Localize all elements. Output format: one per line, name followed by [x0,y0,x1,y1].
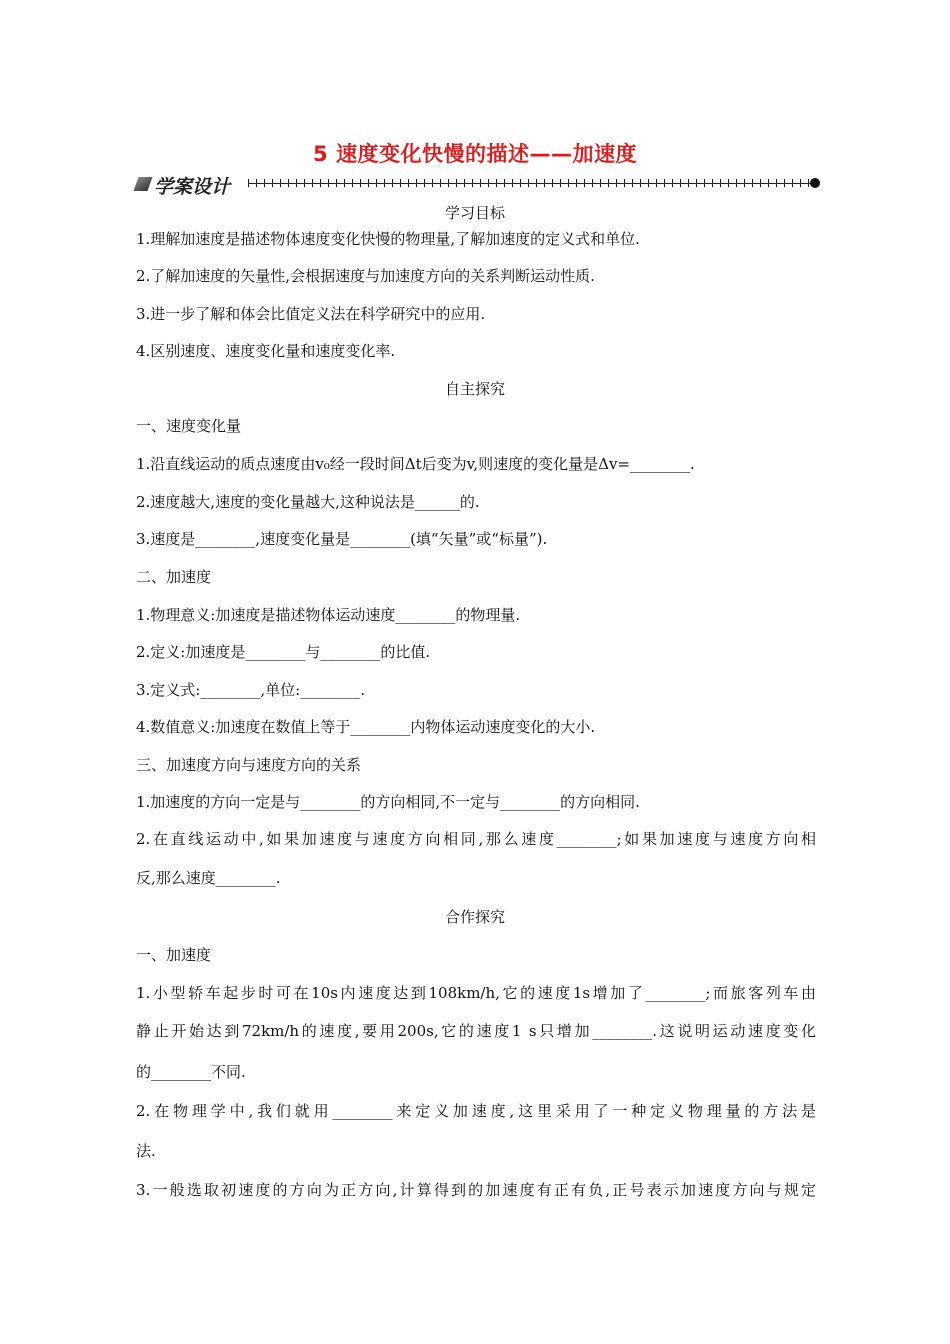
coop-item-1-line-2: 静止开始达到72km/h的速度,要用200s,它的速度1 s只增加________.这说明运动速度变化 [136,1022,816,1040]
acc-item-3: 3.定义式:________,单位:________. [136,681,365,699]
acc-item-1: 1.物理意义:加速度是描述物体运动速度________的物理量. [136,606,521,624]
coop-item-1-line-3: 的________不同. [136,1063,246,1081]
section-banner [136,170,820,198]
heading-self-study: 自主探究 [444,380,505,398]
goal-1: 1.理解加速度是描述物体速度变化快慢的物理量,了解加速度的定义式和单位. [136,230,640,248]
item-3: 3.速度是________,速度变化量是________(填“矢量”或“标量”). [136,530,548,548]
banner-label: 学案设计 [154,176,231,198]
section-velocity-change: 一、速度变化量 [136,417,242,435]
coop-item-2-line-2: 法. [136,1142,156,1160]
heading-cooperative-study: 合作探究 [444,908,505,926]
lesson-title: 5 速度变化快慢的描述——加速度 [313,142,637,166]
banner-end-dot-icon [810,178,820,188]
acc-item-4: 4.数值意义:加速度在数值上等于________内物体运动速度变化的大小. [136,718,596,736]
goal-4: 4.区别速度、速度变化量和速度变化率. [136,342,396,360]
goal-2: 2.了解加速度的矢量性,会根据速度与加速度方向的关系判断运动性质. [136,267,595,285]
dir-item-2-line-2: 反,那么速度________. [136,869,281,887]
coop-section-acceleration: 一、加速度 [136,946,212,964]
item-1: 1.沿直线运动的质点速度由v₀经一段时间Δt后变为v,则速度的变化量是Δv=________. [136,455,695,473]
coop-item-1-line-1: 1.小型轿车起步时可在10s内速度达到108km/h,它的速度1s增加了________;而旅客列车由 [136,984,816,1002]
coop-item-2-line-1: 2.在物理学中,我们就用________来定义加速度,这里采用了一种定义物理量的方法是 [136,1102,816,1120]
section-acceleration: 二、加速度 [136,568,212,586]
dir-item-2-line-1: 2.在直线运动中,如果加速度与速度方向相同,那么速度________;如果加速度与速度方向相 [136,830,816,848]
banner-rule-line [248,183,812,184]
banner-mark-icon [133,177,152,191]
item-2: 2.速度越大,速度的变化量越大,这种说法是______的. [136,493,480,511]
acc-item-2: 2.定义:加速度是________与________的比值. [136,643,431,661]
section-direction-relation: 三、加速度方向与速度方向的关系 [136,756,362,774]
goal-3: 3.进一步了解和体会比值定义法在科学研究中的应用. [136,305,486,323]
coop-item-3-line-1: 3.一般选取初速度的方向为正方向,计算得到的加速度有正有负,正号表示加速度方向与规定 [136,1181,816,1199]
heading-learning-goals: 学习目标 [444,204,505,222]
dir-item-1: 1.加速度的方向一定是与________的方向相同,不一定与________的方向相同. [136,793,640,811]
